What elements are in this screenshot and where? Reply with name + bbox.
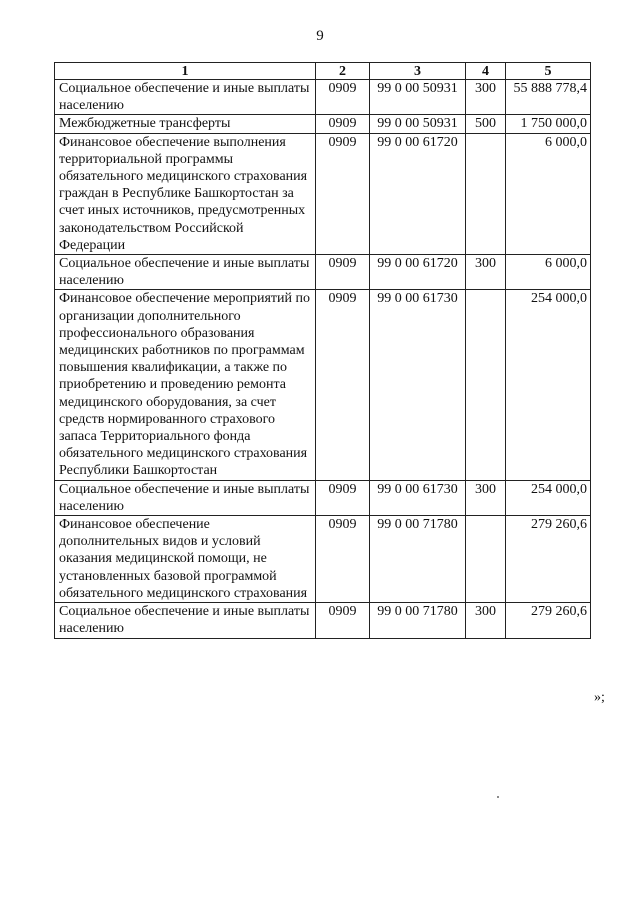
row-name-cell: Социальное обеспечение и иные выплаты населению — [55, 480, 316, 515]
row-section-cell: 0909 — [316, 290, 370, 480]
row-amount-cell: 254 000,0 — [506, 290, 591, 480]
table-row — [55, 480, 591, 515]
row-csr-cell: 99 0 00 61730 — [370, 480, 466, 515]
table-header-row — [55, 63, 591, 80]
table-row — [55, 516, 591, 603]
row-csr-cell: 99 0 00 71780 — [370, 516, 466, 603]
row-amount-cell: 6 000,0 — [506, 133, 591, 254]
table-row — [55, 80, 591, 115]
row-name-cell: Финансовое обеспечение мероприятий по организации дополнительного профессионального образования медицинских работников по программам повышения квалификации, а также по приобретению и проведению ремонта медицинского оборудования, за счет средств нормированного страхового запаса Территориального фонда обязательного медицинского страхования Республики Башкортостан — [55, 290, 316, 480]
row-amount-cell: 55 888 778,4 — [506, 80, 591, 115]
row-vr-cell: 300 — [466, 255, 506, 290]
row-csr-cell: 99 0 00 61720 — [370, 255, 466, 290]
row-amount-cell: 254 000,0 — [506, 480, 591, 515]
row-vr-cell — [466, 516, 506, 603]
column-header-amount: 5 — [506, 63, 591, 80]
row-vr-cell: 300 — [466, 480, 506, 515]
row-name-cell: Социальное обеспечение и иные выплаты населению — [55, 255, 316, 290]
table-row — [55, 603, 591, 638]
table-row — [55, 255, 591, 290]
row-name-cell: Межбюджетные трансферты — [55, 115, 316, 133]
row-vr-cell — [466, 290, 506, 480]
closing-quote-mark: »; — [594, 690, 605, 705]
table-row — [55, 290, 591, 480]
column-header-name: 1 — [55, 63, 316, 80]
row-amount-cell: 1 750 000,0 — [506, 115, 591, 133]
table-row — [55, 115, 591, 133]
row-amount-cell: 279 260,6 — [506, 516, 591, 603]
row-section-cell: 0909 — [316, 603, 370, 638]
row-vr-cell: 300 — [466, 603, 506, 638]
row-csr-cell: 99 0 00 61720 — [370, 133, 466, 254]
row-name-cell: Социальное обеспечение и иные выплаты населению — [55, 603, 316, 638]
page-number: 9 — [316, 28, 324, 44]
row-vr-cell: 300 — [466, 80, 506, 115]
scan-speck — [497, 796, 499, 798]
row-amount-cell: 6 000,0 — [506, 255, 591, 290]
row-csr-cell: 99 0 00 50931 — [370, 80, 466, 115]
row-section-cell: 0909 — [316, 115, 370, 133]
row-section-cell: 0909 — [316, 80, 370, 115]
column-header-vr: 4 — [466, 63, 506, 80]
column-header-csr: 3 — [370, 63, 466, 80]
row-csr-cell: 99 0 00 61730 — [370, 290, 466, 480]
row-section-cell: 0909 — [316, 516, 370, 603]
row-section-cell: 0909 — [316, 133, 370, 254]
table-row — [55, 133, 591, 254]
row-amount-cell: 279 260,6 — [506, 603, 591, 638]
row-name-cell: Финансовое обеспечение дополнительных видов и условий оказания медицинской помощи, не установленных базовой программой обязательного медицинского страхования — [55, 516, 316, 603]
row-name-cell: Финансовое обеспечение выполнения территориальной программы обязательного медицинского страхования граждан в Республике Башкортостан за счет иных источников, предусмотренных законодательством Российской Федерации — [55, 133, 316, 254]
column-header-section: 2 — [316, 63, 370, 80]
row-vr-cell: 500 — [466, 115, 506, 133]
row-csr-cell: 99 0 00 50931 — [370, 115, 466, 133]
budget-table — [54, 62, 591, 639]
row-section-cell: 0909 — [316, 255, 370, 290]
row-name-cell: Социальное обеспечение и иные выплаты населению — [55, 80, 316, 115]
row-csr-cell: 99 0 00 71780 — [370, 603, 466, 638]
row-vr-cell — [466, 133, 506, 254]
row-section-cell: 0909 — [316, 480, 370, 515]
